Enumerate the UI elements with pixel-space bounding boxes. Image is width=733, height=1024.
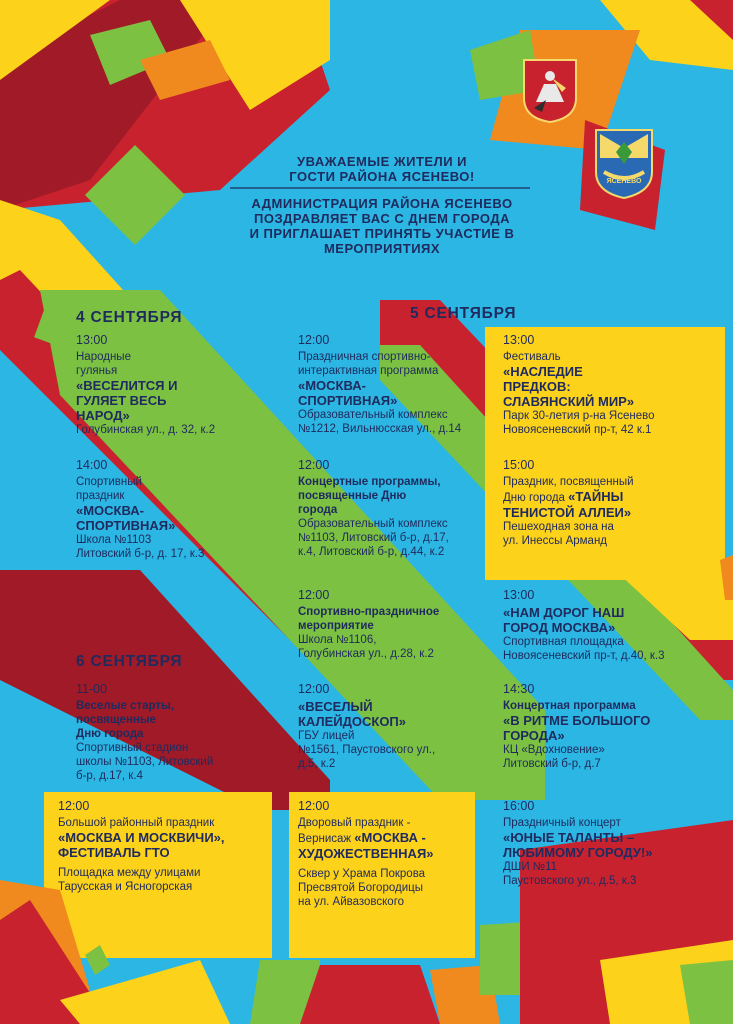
event-title: СПОРТИВНАЯ»	[76, 518, 176, 533]
event-address: Голубинская ул., д.28, к.2	[298, 648, 434, 660]
event-item	[503, 333, 654, 437]
event-title: ЛЮБИМОМУ ГОРОДУ!»	[503, 845, 653, 860]
event-title: Спортивно-праздничное	[298, 606, 440, 618]
event-title: «ВЕСЕЛИТСЯ И	[76, 378, 178, 393]
event-time: 13:00	[503, 588, 535, 602]
intro-line: АДМИНИСТРАЦИЯ РАЙОНА ЯСЕНЕВО	[251, 196, 513, 211]
event-item	[503, 458, 634, 548]
event-desc: Дворовый праздник -	[298, 817, 411, 829]
event-address: Пешеходная зона на	[503, 521, 614, 533]
event-address: Паустовского ул., д.5, к.3	[503, 875, 637, 887]
event-item	[58, 799, 225, 894]
intro-line: МЕРОПРИЯТИЯХ	[323, 241, 441, 256]
event-title: НАРОД»	[76, 408, 130, 423]
crest-ribbon-text: ЯСЕНЕВО	[606, 178, 642, 185]
greeting	[232, 154, 532, 184]
event-title: ГУЛЯЕТ ВЕСЬ	[76, 393, 167, 408]
event-item	[503, 588, 665, 663]
event-address: Литовский б-р, д. 17, к.3	[76, 548, 205, 560]
event-address: №1561, Паустовского ул.,	[298, 744, 436, 756]
event-desc: Концертная программа	[503, 700, 636, 712]
event-title: ФЕСТИВАЛЬ ГТО	[58, 845, 170, 860]
event-item	[298, 799, 434, 909]
event-title: «НАСЛЕДИЕ	[503, 364, 583, 379]
event-address: Сквер у Храма Покрова	[298, 868, 426, 880]
event-title: «МОСКВА И МОСКВИЧИ»,	[58, 830, 225, 845]
event-time: 15:00	[503, 458, 535, 472]
event-address: Площадка между улицами	[58, 867, 201, 879]
event-address: школы №1103, Литовский	[76, 756, 214, 768]
event-time: 14:30	[503, 682, 535, 696]
event-desc: интерактивная программа	[298, 365, 439, 377]
event-time: 16:00	[503, 799, 535, 813]
event-address: Образовательный комплекс	[298, 409, 448, 421]
intro-line: ПОЗДРАВЛЯЕТ ВАС С ДНЕМ ГОРОДА	[254, 211, 510, 226]
event-title: ТЕНИСТОЙ АЛЛЕИ»	[503, 505, 632, 520]
event-title: «МОСКВА -	[354, 830, 426, 845]
event-title: «В РИТМЕ БОЛЬШОГО	[503, 713, 651, 728]
event-title: Веселые старты,	[76, 700, 175, 712]
event-address: Школа №1106,	[298, 634, 377, 646]
intro-text	[220, 196, 544, 256]
event-title: «ЮНЫЕ ТАЛАНТЫ –	[503, 830, 635, 845]
event-title: «ВЕСЕЛЫЙ	[298, 699, 373, 714]
event-time: 12:00	[298, 799, 330, 813]
event-title: посвященные Дню	[298, 490, 407, 502]
event-address: ГБУ лицей	[298, 730, 355, 742]
date-heading-sep6: 6 СЕНТЯБРЯ	[76, 653, 183, 670]
event-time: 12:00	[298, 333, 330, 347]
event-title: КАЛЕЙДОСКОП»	[298, 714, 406, 729]
event-item	[76, 682, 213, 783]
event-title: Концертные программы,	[298, 476, 441, 488]
event-address: №1103, Литовский б-р, д.17,	[298, 532, 449, 544]
event-title: ХУДОЖЕСТВЕННАЯ»	[298, 846, 434, 861]
event-title: ГОРОД МОСКВА»	[503, 620, 616, 635]
event-title: ПРЕДКОВ:	[503, 379, 571, 394]
yasenevo-crest-icon	[594, 128, 654, 200]
event-address: Новоясеневский пр-т, 42 к.1	[503, 424, 652, 436]
event-address: д.5, к.2	[298, 758, 336, 770]
event-time: 12:00	[298, 682, 330, 696]
event-address: б-р, д.17, к.4	[76, 770, 143, 782]
red-shape	[300, 965, 440, 1024]
date-heading-sep4: 4 СЕНТЯБРЯ	[76, 309, 183, 326]
event-desc: Фестиваль	[503, 351, 561, 363]
event-desc: Народные	[76, 351, 131, 363]
event-address: ДШИ №11	[503, 861, 558, 873]
event-desc: Праздник, посвященный	[503, 476, 634, 488]
event-address: Тарусская и Ясногорская	[58, 881, 193, 893]
event-address: Голубинская ул., д. 32, к.2	[76, 424, 216, 436]
event-item	[298, 588, 439, 661]
greeting-line: УВАЖАЕМЫЕ ЖИТЕЛИ И	[297, 154, 467, 169]
event-title: города	[298, 504, 338, 516]
greeting-line: ГОСТИ РАЙОНА ЯСЕНЕВО!	[289, 169, 475, 184]
event-desc: праздник	[76, 490, 125, 502]
moscow-coat-of-arms-icon	[522, 58, 578, 124]
event-item	[503, 682, 650, 771]
event-address: Новоясеневский пр-т, д.40, к.3	[503, 650, 665, 662]
event-address: КЦ «Вдохновение»	[503, 744, 605, 756]
event-desc: Спортивный	[76, 476, 142, 488]
event-address: Пресвятой Богородицы	[298, 882, 423, 894]
event-address: Школа №1103	[76, 534, 152, 546]
event-item	[298, 458, 449, 559]
event-time: 13:00	[503, 333, 535, 347]
event-title: «МОСКВА-	[76, 503, 144, 518]
event-time: 13:00	[76, 333, 108, 347]
event-time: 12:00	[298, 588, 330, 602]
event-item	[298, 682, 435, 771]
event-time: 12:00	[58, 799, 90, 813]
event-desc: Праздничный концерт	[503, 817, 621, 829]
event-item	[76, 458, 204, 561]
event-address: к.4, Литовский б-р, д.44, к.2	[298, 546, 445, 558]
event-title: «НАМ ДОРОГ НАШ	[503, 605, 625, 620]
event-address: Спортивный стадион	[76, 742, 189, 754]
event-time: 11-00	[76, 682, 108, 696]
event-address: на ул. Айвазовского	[298, 896, 405, 908]
event-title: посвященные	[76, 714, 157, 726]
event-title: «МОСКВА-	[298, 378, 366, 393]
date-heading-sep5: 5 СЕНТЯБРЯ	[410, 305, 517, 322]
event-title: ГОРОДА»	[503, 728, 565, 743]
event-desc: Вернисаж	[298, 833, 352, 845]
event-title: «ТАЙНЫ	[568, 489, 624, 504]
event-address: Спортивная площадка	[503, 636, 624, 648]
event-title: мероприятие	[298, 620, 374, 632]
event-title: Дню города	[76, 728, 144, 740]
event-desc: Большой районный праздник	[58, 817, 215, 829]
event-address: Парк 30-летия р-на Ясенево	[503, 410, 655, 422]
event-address: Литовский б-р, д.7	[503, 758, 601, 770]
event-address: Образовательный комплекс	[298, 518, 448, 530]
event-time: 14:00	[76, 458, 108, 472]
event-desc: Праздничная спортивно-	[298, 351, 431, 363]
event-item	[76, 333, 215, 437]
event-desc: Дню города	[503, 492, 565, 504]
event-address: ул. Инессы Арманд	[503, 535, 607, 547]
intro-line: И ПРИГЛАШАЕТ ПРИНЯТЬ УЧАСТИЕ В	[249, 226, 515, 241]
event-title: СЛАВЯНСКИЙ МИР»	[503, 394, 635, 409]
event-item	[503, 799, 653, 888]
event-item	[298, 333, 461, 436]
event-address: №1212, Вильнюсская ул., д.14	[298, 423, 462, 435]
event-title: СПОРТИВНАЯ»	[298, 393, 398, 408]
event-time: 12:00	[298, 458, 330, 472]
event-desc: гулянья	[76, 365, 118, 377]
